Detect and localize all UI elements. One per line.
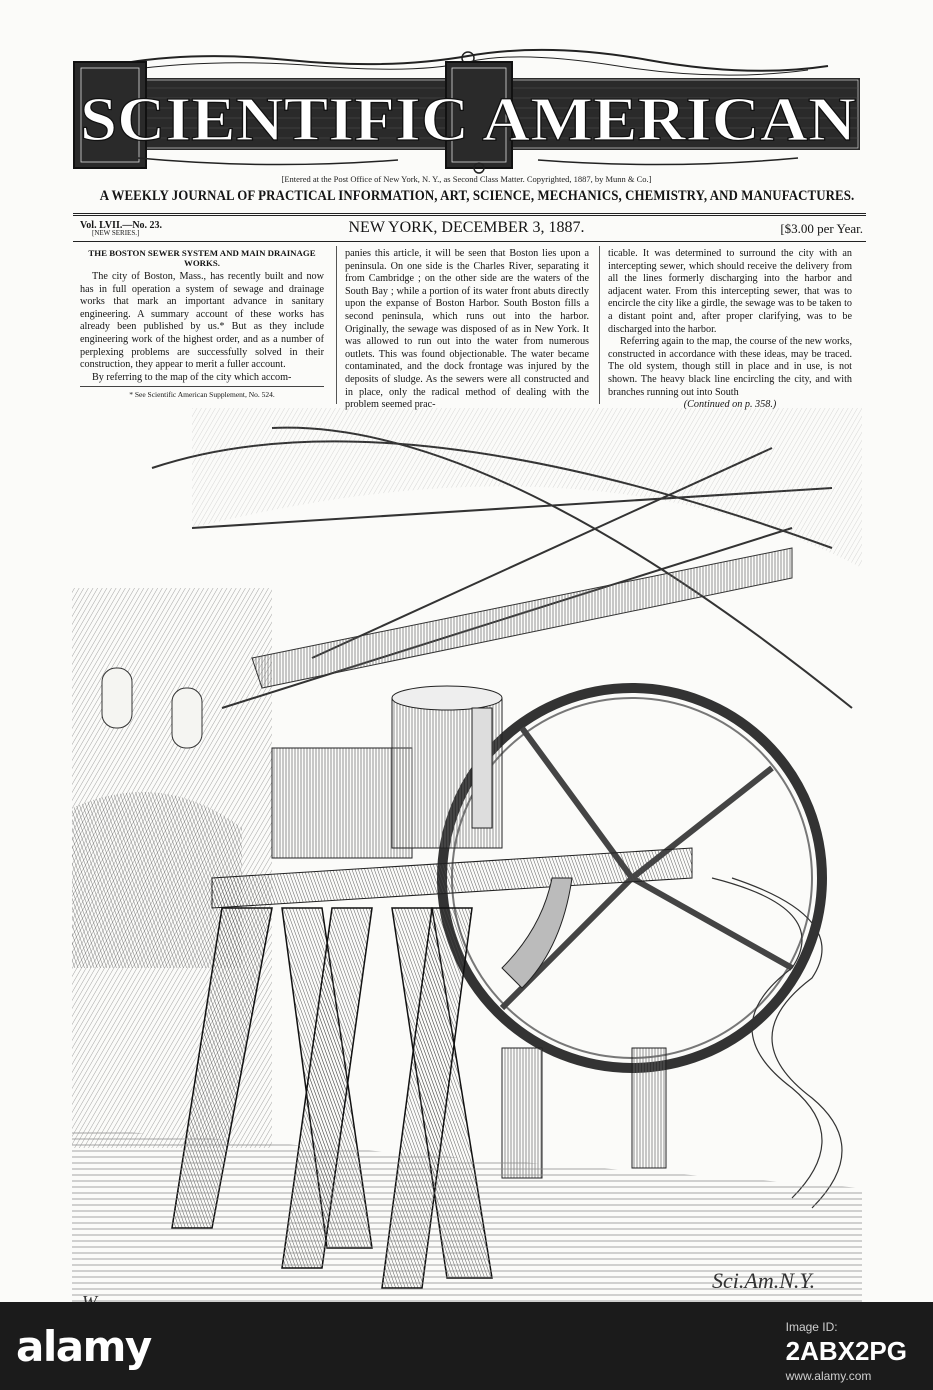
price: [$3.00 per Year. [780,221,863,236]
dateline: NEW YORK, DECEMBER 3, 1887. [348,219,585,236]
column-divider [599,246,600,404]
paragraph: The city of Boston, Mass., has recently built and now has in full operation a system of sewage and drainage works that mark an important advance in sanitary engineering. A summary account of these works has already been published by us.* But as they include engineering work of the highest order, and as a number of perplexing problems are successfully solved in their construction, they appear to merit a fuller account. [80,271,324,371]
stock-banner [0,1302,933,1390]
continued-note: (Continued on p. 358.) [683,399,777,411]
stock-meta [786,1320,907,1383]
header-rule [73,215,866,216]
publisher-signature: Sci.Am.N.Y. [712,1268,816,1293]
image-id-label: Image ID: [785,1320,838,1334]
column-divider [336,246,337,404]
pumping-engine-engraving [72,408,862,1328]
masthead [68,48,868,178]
article-column-2 [345,248,589,412]
header-rule [73,213,866,214]
paragraph: ticable. It was determined to surround the city with an intercepting sewer, which should receive the delivery from all the lines formerly discharging into the harbor and adjacent water. From this intercepting sewer, that was to encircle the city like a girdle, the sewage was to be taken to a distant point and, after proper clarifying, was to be discharged into the harbor. [608,248,852,335]
paragraph: panies this article, it will be seen that Boston lies upon a peninsula. On one side is the Charles River, separating it from Cambridge ; on the other side are the waters of the South Bay ; while a portion of its water front abuts directly upon the expanse of Boston Harbor. South Boston fills a second peninsula, which runs out into the harbor. Originally, the sewage was disposed of as in New York. It was allowed to run out into the water from numerous outlets. This was found objectionable. The water became contaminated, and the dock frontage was injured by the deposits of sludge. As the sewers were all constructed and in place, only the radical method of dealing with the problem seemed prac- [345,248,589,411]
article-title: THE BOSTON SEWER SYSTEM AND MAIN DRAINAGE WORKS. [88,248,316,268]
footnote: * See Scientific American Supplement, No. 524. [80,386,324,402]
masthead-title: SCIENTIFIC AMERICAN [80,86,856,154]
dateline-rule [73,241,866,242]
image-id: 2ABX2PG [785,1336,907,1366]
stock-site: www.alamy.com [785,1369,872,1383]
article-column-3 [608,248,852,412]
stock-logo: alamy [16,1322,151,1371]
volume-number: Vol. LVII.—No. 23. [80,220,163,231]
paragraph: By referring to the map of the city which accom- [92,371,292,383]
journal-subtitle: A WEEKLY JOURNAL OF PRACTICAL INFORMATION, ART, SCIENCE, MECHANICS, CHEMISTRY, AND MANUFACTURES. [99,188,855,204]
copyright-notice: [Entered at the Post Office of New York, N. Y., as Second Class Matter. Copyrighted, 1887, by Munn & Co.] [281,174,652,184]
series-label: [NEW SERIES.] [92,229,140,237]
masthead-ornament [68,48,868,178]
paragraph: Referring again to the map, the course of the new works, constructed in accordance with these ideas, may be traced. The old system, though still in place and in use, is not shown. The heavy black line encircling the city, and with branches running out into South [608,336,852,398]
article-column-1 [80,248,324,402]
